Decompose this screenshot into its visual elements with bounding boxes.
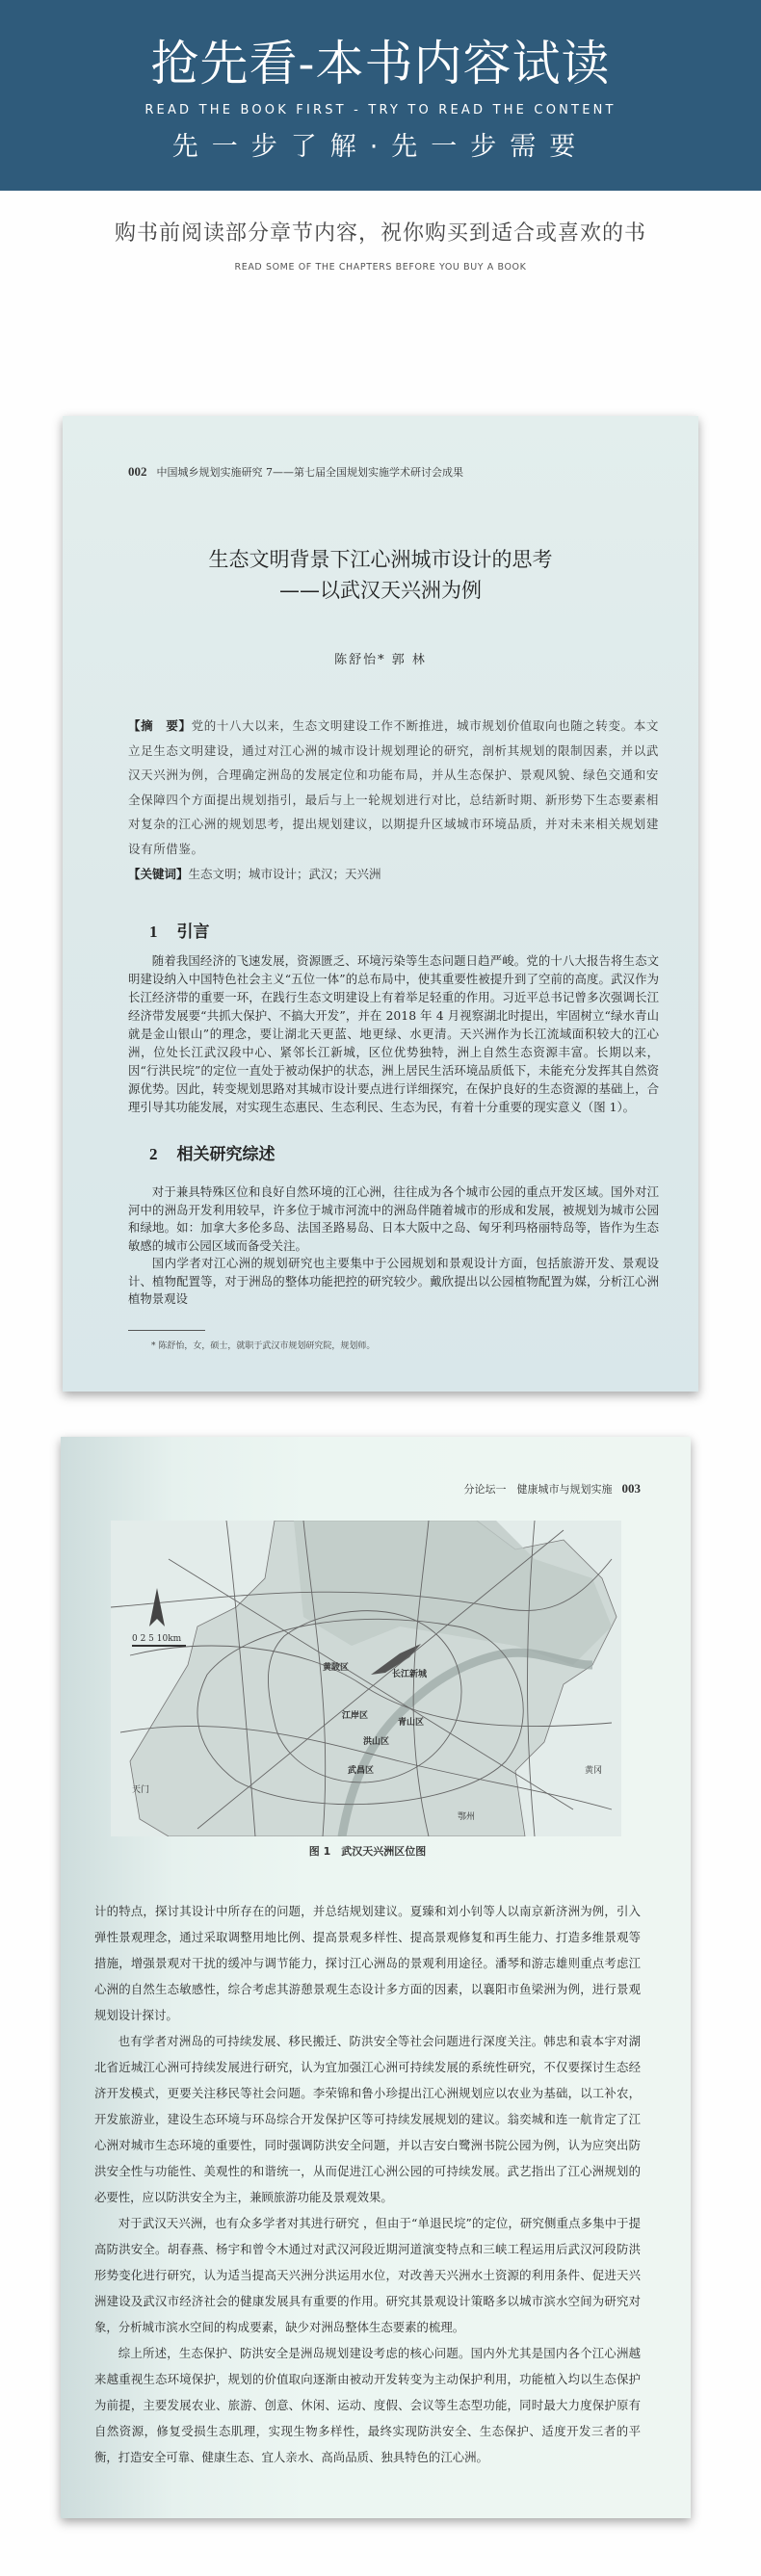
keywords-text: 生态文明；城市设计；武汉；天兴洲 <box>188 866 381 881</box>
paragraph: 国内学者对江心洲的规划研究也主要集中于公园规划和景观设计方面，包括旅游开发、景观设计、植物配置等，对于洲岛的整体功能把控的研究较少。戴欣提出以公园植物配置为媒，分析江心洲植物景观设 <box>128 1256 659 1307</box>
section-body <box>128 951 659 1116</box>
section-heading <box>149 921 659 944</box>
section-title: 相关研究综述 <box>176 1145 276 1165</box>
abstract <box>128 714 659 862</box>
intro-text-en: READ SOME OF THE CHAPTERS BEFORE YOU BUY A BOOK <box>234 262 527 273</box>
paragraph: 也有学者对洲岛的可持续发展、移民搬迁、防洪安全等社会问题进行深度关注。韩忠和袁本宇对湖北省近城江心洲可持续发展进行研究，认为宜加强江心洲可持续发展的系统性研究，不仅要探讨生态经济开发模式，更要关注移民等社会问题。李荣锦和鲁小珍提出江心洲规划应以农业为基础，以工补农，开发旅游业，建设生态环境与环岛综合开发保护区等可持续发展规划的建议。翁奕城和连一航肯定了江心洲对城市生态环境的重要性，同时强调防洪安全问题，并以吉安白鹭洲书院公园为例，认为应突出防洪安全性与功能性、美观性的和谐统一，从而促进江心洲公园的可持续发展。武艺指出了江心洲规划的必要性，应以防洪安全为主，兼顾旅游功能及景观效果。 <box>94 2033 641 2204</box>
banner-slogan: 先一步了解·先一步需要 <box>171 132 590 162</box>
map-label: 黄陂区 <box>323 1662 350 1673</box>
figure-caption: 图 1 武汉天兴洲区位图 <box>308 1844 427 1858</box>
page-number: 003 <box>621 1480 641 1496</box>
paragraph: 对于兼具特殊区位和良好自然环境的江心洲，往往成为各个城市公园的重点开发区域。国外对江河中的洲岛开发利用较早，许多位于城市河流中的洲岛伴随着城市的形成和发展，被规划为城市公园和绿地。如：加拿大多伦多岛、法国圣路易岛、日本大阪中之岛、匈牙利玛格丽特岛等，皆作为生态敏感的城市公园区域而备受关注。 <box>128 1184 659 1253</box>
running-head-text: 中国城乡规划实施研究 7——第七届全国规划实施学术研讨会成果 <box>156 466 463 479</box>
map-label: 青山区 <box>398 1717 425 1728</box>
paragraph: 计的特点，探讨其设计中所存在的问题，并总结规划建议。夏臻和刘小钊等人以南京新济洲为例，引入弹性景观理念，通过采取调整用地比例、提高景观多样性、提高景观修复和再生能力、打造多维景观等措施，增强景观对干扰的缓冲与调节能力，探讨江心洲岛的景观利用途径。潘琴和游志雄则重点考虑江心洲的自然生态敏感性，综合考虑其游憩景观生态设计多方面的因素，以襄阳市鱼梁洲为例，进行景观规划设计探讨。 <box>94 1903 641 2022</box>
running-head <box>128 464 659 481</box>
banner-title: 抢先看-本书内容试读 <box>150 36 611 91</box>
book-page-002 <box>63 416 698 1392</box>
section-number: 2 <box>149 1145 158 1164</box>
map-label: 江岸区 <box>342 1710 369 1721</box>
banner-subtitle-en: READ THE BOOK FIRST - TRY TO READ THE CONTENT <box>144 103 617 117</box>
book-pages <box>0 416 761 2576</box>
section-body <box>94 1898 641 2470</box>
page-number: 002 <box>128 464 147 479</box>
book-page-003 <box>61 1437 691 2518</box>
map-label: 黄冈 <box>585 1765 603 1776</box>
map-label: 长江新城 <box>392 1669 428 1679</box>
running-head <box>94 1481 641 1497</box>
abstract-text: 党的十八大以来，生态文明建设工作不断推进，城市规划价值取向也随之转变。本文立足生态文明建设，通过对江心洲的城市设计规划理论的研究，剖析其规划的限制因素，并以武汉天兴洲为例，合理确定洲岛的发展定位和功能布局，并从生态保护、景观风貌、绿色交通和安全保障四个方面提出规划指引，最后与上一轮规划进行对比，总结新时期、新形势下生态要素相对复杂的江心洲的规划思考，提出规划建议，以期提升区域城市环境品质，并对未来相关规划建设有所借鉴。 <box>128 718 659 856</box>
footnote-divider <box>128 1330 205 1331</box>
abstract-label: 【摘 要】 <box>128 718 192 733</box>
map-label: 鄂州 <box>458 1811 476 1822</box>
location-map <box>111 1521 621 1836</box>
map-label: 天门 <box>132 1784 150 1795</box>
section-title: 引言 <box>176 923 210 943</box>
section-number: 1 <box>149 923 158 942</box>
authors: 陈舒怡* 郭 林 <box>334 653 427 667</box>
keywords <box>128 862 659 887</box>
map-graphic <box>111 1521 621 1836</box>
section-heading <box>149 1143 659 1166</box>
footnote: * 陈舒怡，女，硕士，就职于武汉市规划研究院，规划师。 <box>151 1340 376 1351</box>
paragraph: 综上所述，生态保护、防洪安全是洲岛规划建设考虑的核心问题。国内外尤其是国内各个江心洲越来越重视生态环境保护，规划的价值取向逐渐由被动开发转变为主动保护利用，功能植入均以生态保护为前提，主要发展农业、旅游、创意、休闲、运动、度假、会议等生态型功能，同时最大力度保护原有自然资源，修复受损生态肌理，实现生物多样性，最终实现防洪安全、生态保护、适度开发三者的平衡，打造安全可靠、健康生态、宜人亲水、高尚品质、独具特色的江心洲。 <box>94 2345 641 2464</box>
paragraph: 对于武汉天兴洲，也有众多学者对其进行研究 ，但由于“单退民垸”的定位，研究侧重点多集中于提高防洪安全。胡春燕、杨宇和曾令木通过对武汉河段近期河道演变特点和三峡工程运用后武汉河段防洪形势变化进行研究，认为适当提高天兴洲分洪运用水位，对改善天兴洲水土资源的利用条件、促进天兴洲建设及武汉市经济社会的健康发展具有重要的作用。研究其景观设计策略多以城市滨水空间为研究对象，分析城市滨水空间的构成要素，缺少对洲岛整体生态要素的梳理。 <box>94 2215 641 2334</box>
paragraph: 随着我国经济的飞速发展，资源匮乏、环境污染等生态问题日趋严峻。党的十八大报告将生态文明建设纳入中国特色社会主义“五位一体”的总布局中，使其重要性被提升到了空前的高度。武汉作为长江经济带的重要一环，在践行生态文明建设上有着举足轻重的作用。习近平总书记曾多次强调长江经济带发展要“共抓大保护、不搞大开发”，并在 2018 年 4 月视察湖北时提出，牢固树立“绿水青山就是金山银山”的理念，要让湖北天更蓝、地更绿、水更清。天兴洲作为长江流域面积较大的江心洲，位处长江武汉段中心、紧邻长江新城，区位优势独特，洲上自然生态资源丰富。长期以来，因“行洪民垸”的定位一直处于被动保护的状态，洲上居民生活环境品质低下，未能充分发挥其自然资源优势。因此，转变规划思路对其城市设计要点进行详细探究，在保护良好的生态资源的基础上，合理引导其功能发展，对实现生态惠民、生态利民、生态为民，有着十分重要的现实意义（图 1）。 <box>128 953 659 1115</box>
header-banner <box>0 0 761 191</box>
section-body <box>128 1184 659 1309</box>
intro-text: 购书前阅读部分章节内容，祝你购买到适合或喜欢的书 <box>114 221 646 246</box>
article-title: 生态文明背景下江心洲城市设计的思考 <box>208 548 553 571</box>
running-head-text: 分论坛一 健康城市与规划实施 <box>463 1482 613 1496</box>
scale-label: 0 2 5 10km <box>132 1633 182 1644</box>
map-label: 武昌区 <box>348 1765 375 1776</box>
map-label: 洪山区 <box>363 1736 390 1747</box>
keywords-label: 【关键词】 <box>128 866 189 881</box>
article-subtitle: ——以武汉天兴洲为例 <box>279 579 482 602</box>
